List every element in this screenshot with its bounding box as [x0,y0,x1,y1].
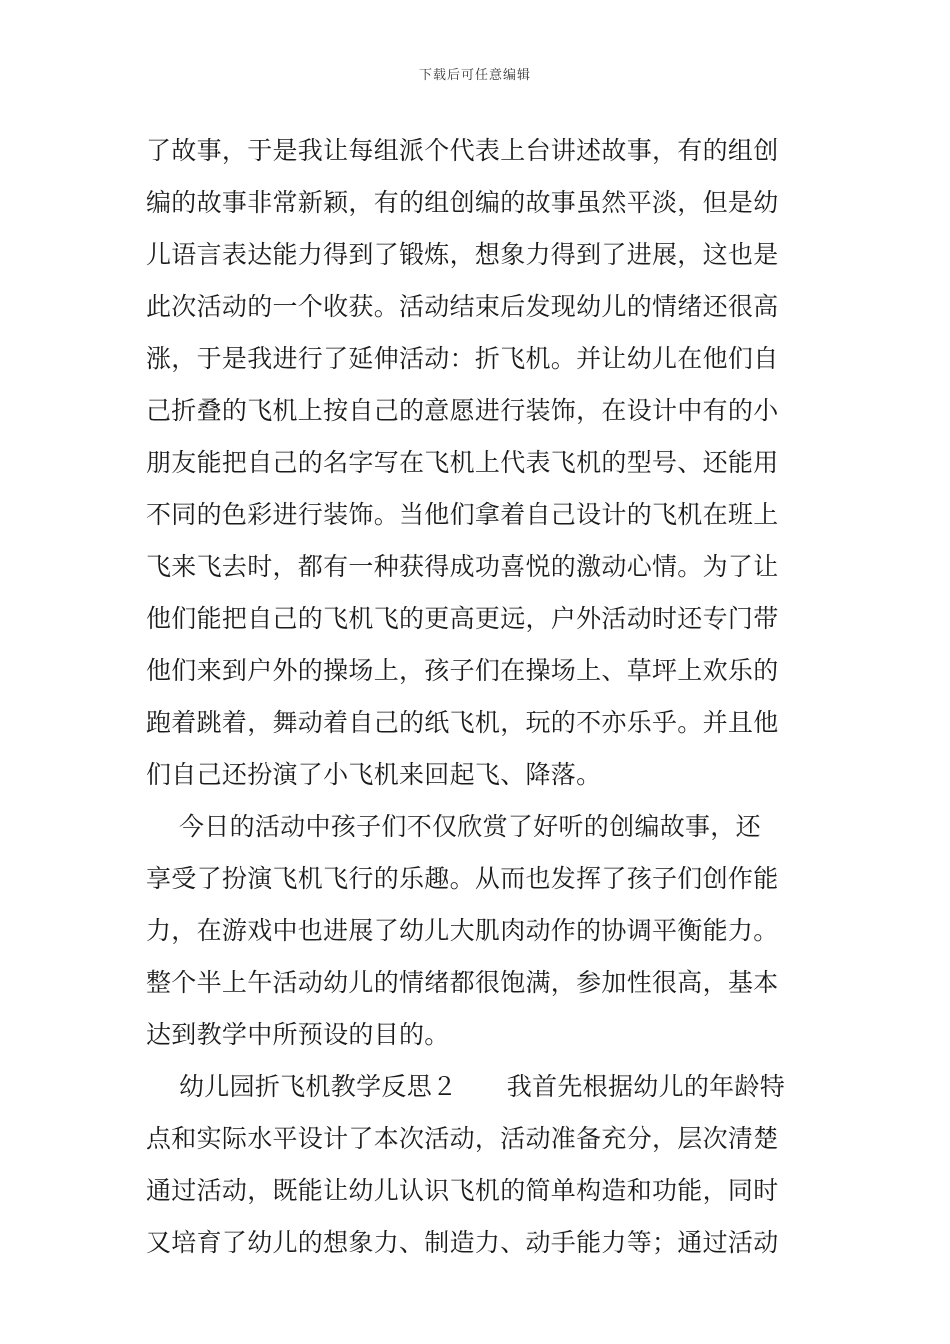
text-line: 们自己还扮演了小飞机来回起飞、降落。 [146,760,602,789]
text-line: 涨，于是我进行了延伸活动：折飞机。并让幼儿在他们自 [146,344,779,373]
text-line: 不同的色彩进行装饰。当他们拿着自己设计的飞机在班上 [146,500,779,529]
text-line: 儿语言表达能力得到了锻炼，想象力得到了进展，这也是 [146,240,779,269]
text-line: 点和实际水平设计了本次活动，活动准备充分，层次清楚 [146,1124,779,1153]
text-line: 今日的活动中孩子们不仅欣赏了好听的创编故事，还 [146,812,761,841]
text-line: 编的故事非常新颖，有的组创编的故事虽然平淡，但是幼 [146,188,779,217]
text-line: 整个半上午活动幼儿的情绪都很饱满，参加性很高，基本 [146,968,779,997]
text-line: 力，在游戏中也进展了幼儿大肌肉动作的协调平衡能力。 [146,916,779,945]
text-line: 了故事，于是我让每组派个代表上台讲述故事，有的组创 [146,136,779,165]
text-line: 达到教学中所预设的目的。 [146,1020,450,1049]
text-line: 己折叠的飞机上按自己的意愿进行装饰，在设计中有的小 [146,396,779,425]
text-line: 幼儿园折飞机教学反思２ 我首先根据幼儿的年龄特 [146,1072,786,1101]
text-line: 他们能把自己的飞机飞的更高更远，户外活动时还专门带 [146,604,779,633]
text-line: 飞来飞去时，都有一种获得成功喜悦的激动心情。为了让 [146,552,779,581]
page-header: 下载后可任意编辑 [418,68,531,83]
text-line: 他们来到户外的操场上，孩子们在操场上、草坪上欢乐的 [146,656,779,685]
text-line: 通过活动，既能让幼儿认识飞机的简单构造和功能，同时 [146,1176,779,1205]
text-line: 享受了扮演飞机飞行的乐趣。从而也发挥了孩子们创作能 [146,864,779,893]
text-line: 又培育了幼儿的想象力、制造力、动手能力等；通过活动 [146,1228,779,1257]
text-line: 此次活动的一个收获。活动结束后发现幼儿的情绪还很高 [146,292,779,321]
text-line: 跑着跳着，舞动着自己的纸飞机，玩的不亦乐乎。并且他 [146,708,779,737]
document-body [146,125,810,1269]
text-line: 朋友能把自己的名字写在飞机上代表飞机的型号、还能用 [146,448,779,477]
